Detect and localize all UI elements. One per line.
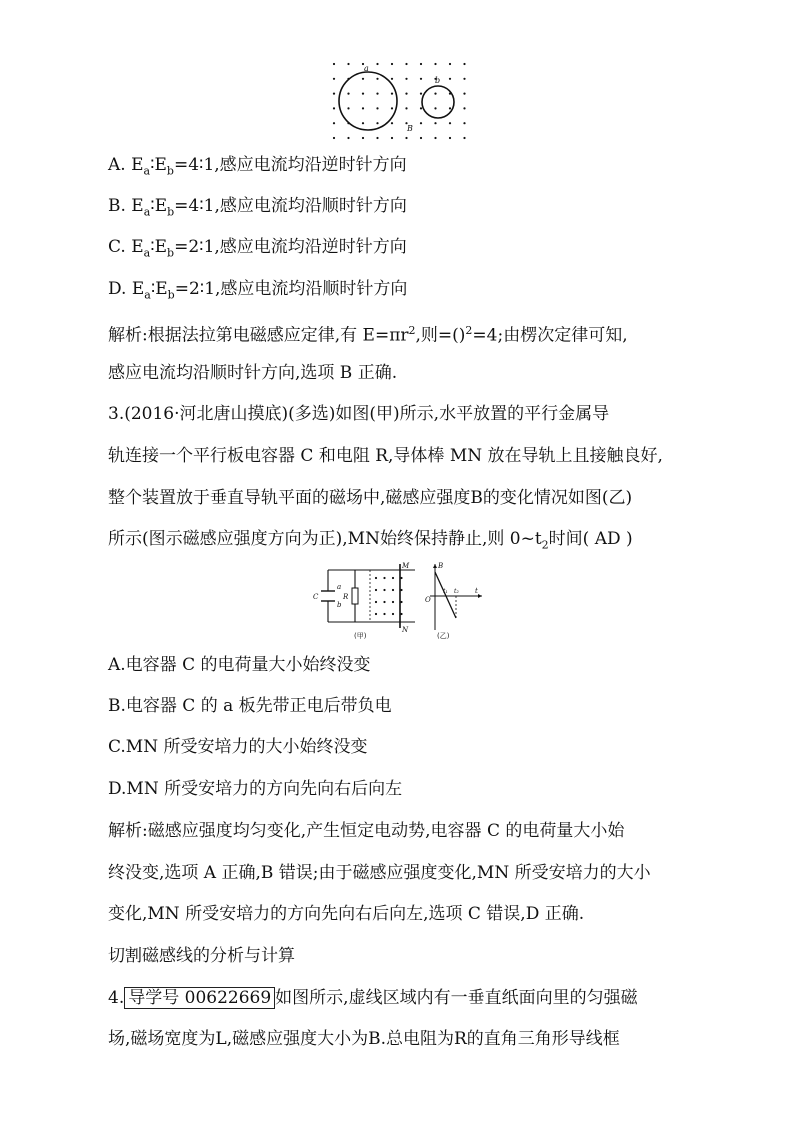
q3-stem-line4: 所示(图示磁感应强度方向为正),MN始终保持静止,则 $0\sim t_2$时间( AD ) [108,529,633,552]
field-dot [392,577,394,579]
label-N: N [402,626,409,634]
field-dot [449,107,451,109]
q2-option-d: D. $E_a∶E_b=2∶1$,感应电流均沿顺时针方向 [108,279,408,302]
graph-label-t: t [475,587,478,595]
q2-option-c: C. $E_a∶E_b=2∶1$,感应电流均沿逆时针方向 [108,237,407,260]
field-dot [347,63,349,65]
field-dot [400,601,402,603]
loop-b [422,86,454,118]
graph-label-t2: t₂ [454,588,459,595]
label-C: C [313,593,319,601]
field-dot [347,137,349,139]
field-dot [400,589,402,591]
q3-analysis-line2: 终没变,选项 A 正确,B 错误;由于磁感应强度变化,MN 所受安培力的大小 [108,863,651,883]
field-dot [383,613,385,615]
field-dot [375,589,377,591]
q2-analysis-line2: 感应电流均沿顺时针方向,选项 B 正确. [108,363,398,383]
field-dot [463,63,465,65]
q3-option-d: D.MN 所受安培力的方向先向右后向左 [108,779,403,799]
field-dot [400,577,402,579]
field-dot [392,589,394,591]
resistor [352,588,358,604]
field-dot [420,107,422,109]
field-dot [347,107,349,109]
field-dot [392,601,394,603]
q3-analysis-line3: 变化,MN 所受安培力的方向先向右后向左,选项 C 错误,D 正确. [108,904,585,924]
field-dot [391,78,393,80]
q3-stem-line2: 轨连接一个平行板电容器 C 和电阻 R,导体棒 MN 放在导轨上且接触良好, [108,446,663,466]
field-dot [392,613,394,615]
field-dot [420,137,422,139]
field-dot [333,63,335,65]
field-dot [420,78,422,80]
field-dot [376,93,378,95]
q3-option-b: B.电容器 C 的 a 板先带正电后带负电 [108,696,392,716]
graph-label-t1: t₁ [443,588,448,595]
field-dot [405,78,407,80]
field-dot [376,78,378,80]
field-dot [420,93,422,95]
field-dot [405,63,407,65]
field-dot [463,78,465,80]
field-dot [333,78,335,80]
q3-option-a: A.电容器 C 的电荷量大小始终没变 [108,655,371,675]
loop-a [339,72,397,130]
field-dot [434,122,436,124]
label-plate-a: a [337,583,342,591]
field-dot [333,107,335,109]
field-dot [449,78,451,80]
graph-b-line [435,572,456,618]
field-dot [333,122,335,124]
field-dot [362,93,364,95]
field-dot [383,577,385,579]
field-dot [405,137,407,139]
field-dot [463,93,465,95]
field-dot [362,107,364,109]
q2-option-b: B. $E_a∶E_b=4∶1$,感应电流均沿顺时针方向 [108,196,407,219]
field-dot [383,589,385,591]
q2-analysis-line1: 解析:根据法拉第电磁感应定律,有 $E=\pi r^2$,则=()$^2$=4;由楞次定律可知, [108,324,628,346]
field-dot [383,601,385,603]
field-dot [391,63,393,65]
field-dot [405,93,407,95]
field-dot [391,107,393,109]
field-dot [400,613,402,615]
graph-label-B: B [438,562,444,570]
field-dot [347,93,349,95]
field-dot [449,63,451,65]
q3-analysis-line1: 解析:磁感应强度均匀变化,产生恒定电动势,电容器 C 的电荷量大小始 [108,821,625,841]
field-dot [420,122,422,124]
label-a: a [364,64,369,73]
field-dot [376,122,378,124]
label-b: b [435,76,441,85]
field-dot [362,78,364,80]
label-M: M [402,562,410,570]
field-dot [375,601,377,603]
field-dot [434,63,436,65]
field-dot [463,107,465,109]
field-dot [405,107,407,109]
caption-jia: (甲) [354,632,367,640]
field-dot [434,93,436,95]
field-dot [333,137,335,139]
field-dot [376,137,378,139]
q4-stem-line2: 场,磁场宽度为L,磁感应强度大小为B.总电阻为R的直角三角形导线框 [108,1029,620,1049]
field-dot [376,107,378,109]
field-dot [391,93,393,95]
label-B: B [407,124,413,133]
label-plate-b: b [337,601,342,609]
guide-number-box: 导学号 00622669 [124,987,275,1009]
field-dot [362,137,364,139]
section-title: 切割磁感线的分析与计算 [108,946,295,966]
q3-stem-line3: 整个装置放于垂直导轨平面的磁场中,磁感应强度B的变化情况如图(乙) [108,488,633,508]
field-dot [434,107,436,109]
field-dot [463,122,465,124]
field-dot [449,122,451,124]
field-dot [391,137,393,139]
q3-option-c: C.MN 所受安培力的大小始终没变 [108,737,368,757]
field-dot [463,137,465,139]
field-dot [333,93,335,95]
field-dot [375,613,377,615]
q4-stem-line1: 4. 导学号 00622669 如图所示,虚线区域内有一垂直纸面向里的匀强磁 [108,988,638,1008]
field-dot [391,122,393,124]
field-dot [375,577,377,579]
field-dot [362,122,364,124]
field-dot [449,137,451,139]
field-dot [434,137,436,139]
graph-label-O: O [425,596,431,604]
q2-option-a: A. $E_a∶E_b=4∶1$,感应电流均沿逆时针方向 [108,155,407,178]
figure-circuit-and-graph [310,560,490,640]
caption-yi: (乙) [437,632,450,640]
field-dot [420,63,422,65]
label-R: R [343,593,349,601]
q3-stem-line1: 3.(2016·河北唐山摸底)(多选)如图(甲)所示,水平放置的平行金属导 [108,404,610,424]
field-dot [376,63,378,65]
figure-two-loops [328,58,468,144]
